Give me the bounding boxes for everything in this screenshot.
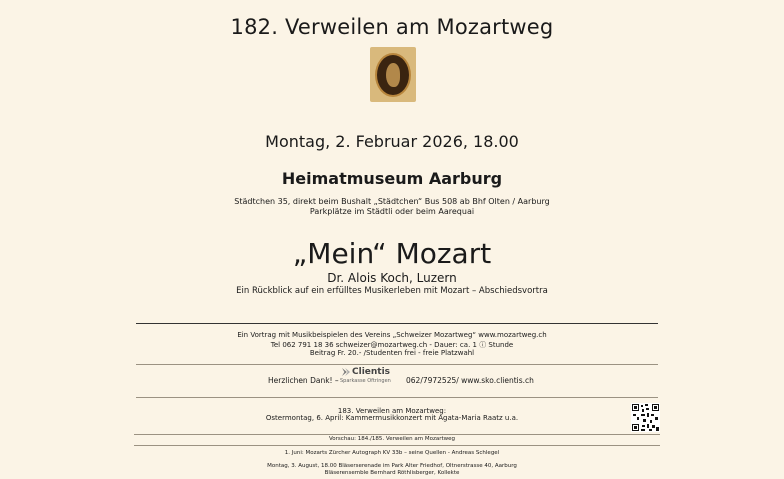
preview-heading: Vorschau: 184./185. Verweilen am Mozartweg	[328, 436, 456, 442]
divider	[136, 364, 658, 365]
mozart-medallion-icon	[370, 47, 416, 102]
section-divider	[136, 323, 658, 324]
clientis-logo-icon	[342, 368, 350, 376]
preview-item: Montag, 3. August, 18.00 Bläserserenade im Park Alter Friedhof, Oltnerstrasse 40, Aarburg	[267, 463, 517, 469]
next-event-title: 183. Verweilen am Mozartweg:	[337, 407, 447, 415]
divider	[136, 397, 658, 398]
event-subtitle: Ein Rückblick auf ein erfülltes Musikerleben mit Mozart – Abschiedsvortra	[236, 286, 548, 296]
info-line: Ein Vortrag mit Musikbeispielen des Vereins „Schweizer Mozartweg“ www.mozartweg.ch	[237, 331, 547, 339]
preview-item: Bläserensemble Bernhard Röthlisberger, Kollekte	[324, 470, 460, 476]
preview-item: 1. Juni: Mozarts Zürcher Autograph KV 33b – seine Quellen - Andreas Schlegel	[284, 450, 500, 456]
thanks-text: Herzlichen Dank! –	[268, 376, 339, 385]
sponsor-contact: 062/7972525/ www.sko.clientis.ch	[406, 376, 534, 385]
divider	[134, 434, 660, 435]
parking-info: Parkplätze im Städtli oder beim Aarequai	[309, 207, 475, 216]
event-title: „Mein“ Mozart	[292, 237, 492, 270]
page-title: 182. Verweilen am Mozartweg	[230, 15, 554, 39]
venue-address: Städtchen 35, direkt beim Bushalt „Städtchen“ Bus 508 ab Bhf Olten / Aarburg	[234, 197, 550, 206]
sponsor-subname: Sparkasse Oftringen	[340, 378, 391, 384]
divider	[134, 445, 660, 446]
event-speaker: Dr. Alois Koch, Luzern	[327, 271, 457, 285]
sponsor-logo	[340, 367, 402, 389]
next-event-details: Ostermontag, 6. April: Kammermusikkonzert mit Agata-Maria Raatz u.a.	[265, 414, 519, 422]
qr-code-icon[interactable]	[631, 403, 660, 432]
sponsor-name: Clientis	[352, 367, 391, 377]
contact-line: Tel 062 791 18 36 schweizer@mozartweg.ch - Dauer: ca. 1 ⓘ Stunde	[270, 341, 514, 349]
price-line: Beitrag Fr. 20.- /Studenten frei - freie Platzwahl	[309, 349, 475, 357]
event-date: Montag, 2. Februar 2026, 18.00	[265, 132, 519, 151]
event-venue: Heimatmuseum Aarburg	[281, 169, 503, 188]
